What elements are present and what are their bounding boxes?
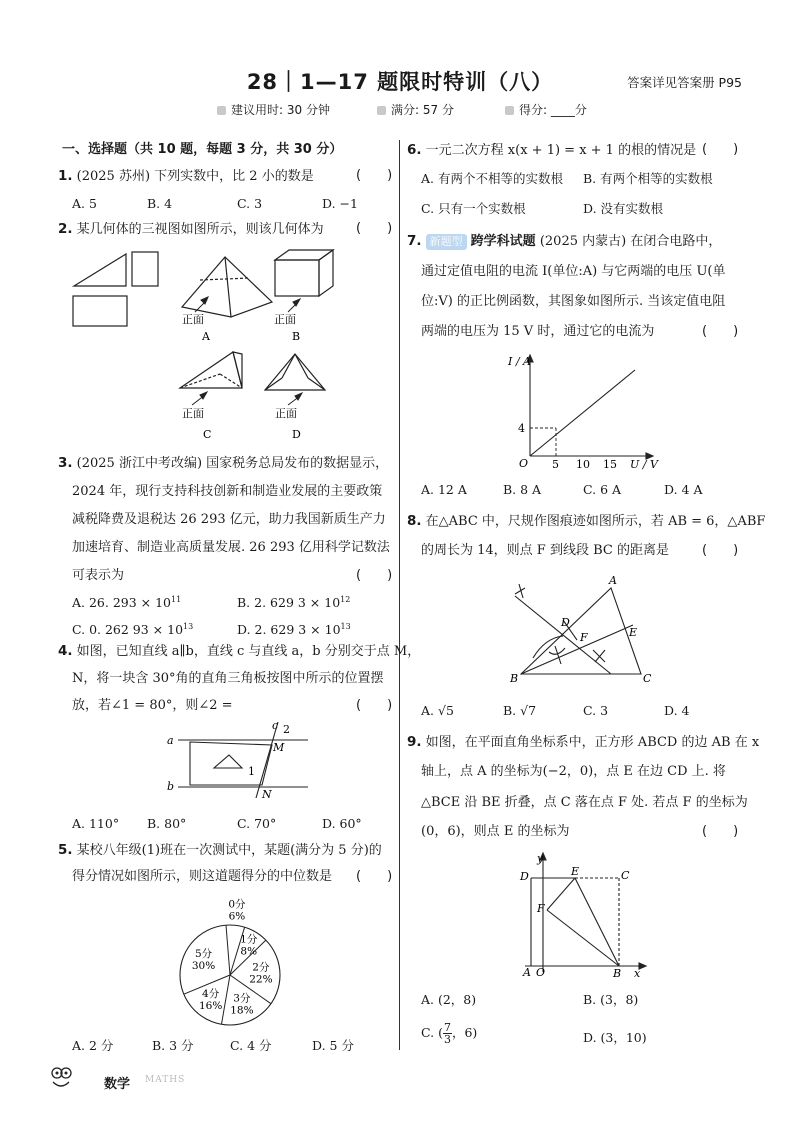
q9-option-b: B. (3，8)	[583, 992, 639, 1007]
q4-line-2: N，将一块含 30°角的直角三角板按图中所示的位置摆	[72, 671, 384, 686]
q9-line-2: 轴上，点 A 的坐标为(−2，0)，点 E 在边 CD 上. 将	[421, 764, 726, 779]
x-tick-5: 5	[552, 458, 559, 471]
q5-option-c: C. 4 分	[230, 1038, 272, 1053]
q6-text: 一元二次方程 x(x + 1) = x + 1 的根的情况是	[425, 143, 697, 158]
q9-option-a: A. (2，8)	[421, 992, 477, 1007]
clock-icon	[217, 106, 226, 115]
label-b: B	[613, 967, 622, 978]
question-8	[407, 513, 765, 530]
q4-option-b: B. 80°	[147, 816, 187, 831]
page-title: 28｜1—17 题限时特训（八）	[246, 70, 554, 94]
pie-slice-4	[221, 975, 230, 1024]
label-e: E	[629, 626, 638, 639]
q7-topic: 跨学科试题	[470, 234, 536, 249]
pie-percent-2: 22%	[249, 973, 273, 986]
q8-line-2: 的周长为 14，则点 F 到线段 BC 的距离是	[421, 543, 669, 558]
q3-a-exp: 11	[171, 595, 182, 604]
q3-c-text: C. 0. 262 93 × 10	[72, 622, 184, 638]
label-front-a: 正面	[182, 313, 204, 326]
q1-paren: ( )	[356, 168, 393, 183]
q3-b-text: B. 2. 629 3 × 10	[237, 595, 341, 611]
q2-number: 2.	[58, 221, 73, 237]
y-tick-4: 4	[518, 422, 525, 435]
x-tick-15: 15	[603, 458, 617, 471]
q7-line-2: 通过定值电阻的电流 I(单位:A) 与它两端的电压 U(单	[421, 264, 726, 279]
q4-figure	[160, 718, 310, 800]
q9-c-close: ，6)	[451, 1025, 478, 1040]
q8-number: 8.	[407, 513, 422, 529]
label-c: C	[643, 672, 652, 685]
q8-option-d: D. 4	[664, 703, 690, 718]
q5-option-b: B. 3 分	[152, 1038, 194, 1053]
q3-line-2: 2024 年，现行支持科技创新和制造业发展的主要政策	[72, 484, 383, 499]
q9-c-open: C. (	[421, 1025, 443, 1040]
footer-subject-en: MATHS	[145, 1075, 186, 1085]
q7-line-1: (2025 内蒙古) 在闭合电路中，	[539, 234, 722, 249]
q7-option-a: A. 12 A	[421, 482, 467, 497]
full-score	[377, 101, 454, 118]
axis-label-u: U / V	[630, 458, 658, 471]
q4-line-1: 如图，已知直线 a∥b，直线 c 与直线 a，b 分别交于点 M，	[76, 644, 421, 659]
pen-icon	[505, 106, 514, 115]
axis-label-i: I / A	[508, 355, 531, 368]
q7-option-c: C. 6 A	[583, 482, 622, 497]
q4-paren: ( )	[356, 698, 393, 713]
top-view-rect	[73, 296, 127, 326]
q3-option-b	[237, 592, 350, 610]
q8-line-1: 在△ABC 中，尺规作图痕迹如图所示，若 AB = 6，△ABF	[425, 514, 766, 529]
q8-option-b: B. √7	[503, 703, 537, 718]
q7-line-4: 两端的电压为 15 V 时，通过它的电流为	[421, 324, 655, 339]
question-3	[58, 455, 388, 472]
q6-option-c: C. 只有一个实数根	[421, 201, 526, 216]
q9-line-4: (0，6)，则点 E 的坐标为	[421, 824, 570, 839]
pie-chart	[170, 895, 290, 1030]
q8-figure	[505, 568, 665, 688]
footer-subject: 数学	[104, 1077, 131, 1092]
q9-option-d: D. (3，10)	[583, 1030, 647, 1045]
pie-percent-3: 18%	[230, 1004, 254, 1017]
q4-option-a: A. 110°	[72, 816, 120, 831]
time-label: 建议用时: 30 分钟	[231, 103, 330, 117]
q7-option-d: D. 4 A	[664, 482, 703, 497]
label-line-c: c	[272, 719, 279, 732]
label-x: x	[634, 967, 641, 978]
q1-option-b: B. 4	[147, 196, 173, 211]
question-4	[58, 643, 420, 660]
q3-paren: ( )	[356, 568, 393, 583]
question-5	[58, 842, 382, 859]
pie-category-0: 0分	[228, 898, 246, 911]
front-view-triangle	[74, 254, 126, 286]
label-point-n: N	[262, 788, 272, 800]
label-a: A	[202, 330, 210, 343]
frac-num: 7	[443, 1021, 451, 1034]
label-c: C	[621, 869, 630, 882]
q3-d-exp: 13	[340, 622, 351, 631]
question-6	[407, 142, 696, 159]
q3-option-d	[237, 619, 351, 637]
mascot-icon	[48, 1064, 74, 1090]
q5-number: 5.	[58, 842, 73, 858]
got-label: 得分: ____分	[519, 103, 587, 117]
pie-category-5: 5分	[194, 947, 213, 960]
pie-slice-0	[226, 925, 230, 975]
q6-option-b: B. 有两个相等的实数根	[583, 171, 713, 186]
q8-option-c: C. 3	[583, 703, 609, 718]
q3-c-exp: 13	[183, 622, 194, 631]
label-line-a: a	[167, 734, 174, 747]
q4-number: 4.	[58, 643, 73, 659]
q7-paren: ( )	[702, 324, 739, 339]
section-title: 一、选择题（共 10 题，每题 3 分，共 30 分）	[62, 142, 343, 157]
label-f: F	[537, 902, 545, 915]
label-a: A	[609, 574, 617, 587]
q9-line-1: 如图，在平面直角坐标系中，正方形 ABCD 的边 AB 在 x	[425, 735, 760, 750]
q2-paren: ( )	[356, 221, 393, 236]
q7-line-3: 位:V) 的正比例函数，其图象如图所示. 当该定值电阻	[421, 294, 726, 309]
label-b: B	[292, 330, 301, 343]
label-y: y	[537, 852, 544, 865]
q3-line-1: (2025 浙江中考改编) 国家税务总局发布的数据显示，	[76, 456, 389, 471]
pie-percent-0: 6%	[228, 910, 246, 923]
q7-number: 7.	[407, 233, 422, 249]
label-c: C	[203, 428, 212, 441]
q3-line-3: 减税降费及退税达 26 293 亿元，助力我国新质生产力	[72, 512, 386, 527]
q9-paren: ( )	[702, 824, 739, 839]
frac-den: 3	[443, 1033, 451, 1046]
label-a: A	[523, 966, 531, 978]
q3-d-text: D. 2. 629 3 × 10	[237, 622, 341, 638]
q4-option-d: D. 60°	[322, 816, 362, 831]
label-e: E	[571, 865, 580, 878]
question-2	[58, 221, 324, 238]
pie-percent-4: 16%	[198, 1000, 223, 1013]
side-view-rect	[132, 252, 158, 286]
pie-category-1: 1分	[240, 933, 258, 946]
q3-line-5: 可表示为	[72, 568, 125, 583]
q5-paren: ( )	[356, 869, 393, 884]
score-label: 满分: 57 分	[391, 103, 454, 117]
column-divider	[399, 140, 400, 1050]
q9-number: 9.	[407, 734, 422, 750]
q1-number: 1.	[58, 168, 73, 184]
q1-text: (2025 苏州) 下列实数中，比 2 小的数是	[76, 169, 314, 184]
label-d: D	[561, 616, 570, 629]
label-point-m: M	[273, 741, 285, 754]
label-front-c: 正面	[182, 407, 204, 420]
q1-option-a: A. 5	[72, 196, 97, 211]
label-angle-1: 1	[248, 765, 255, 778]
new-type-tag: 新题型	[426, 234, 467, 250]
proportional-line	[530, 370, 635, 456]
q6-option-a: A. 有两个不相等的实数根	[421, 171, 563, 186]
q4-option-c: C. 70°	[237, 816, 277, 831]
label-front-b: 正面	[274, 313, 296, 326]
q3-number: 3.	[58, 455, 73, 471]
q3-option-c	[72, 619, 193, 637]
q4-line-3: 放，若∠1 = 80°，则∠2 =	[72, 698, 233, 713]
q5-line-1: 某校八年级(1)班在一次测试中，某题(满分为 5 分)的	[76, 843, 382, 858]
label-d: D	[520, 870, 529, 883]
question-9	[407, 734, 759, 751]
suggested-time	[217, 101, 330, 118]
question-7	[407, 233, 721, 250]
q2-text: 某几何体的三视图如图所示，则该几何体为	[76, 222, 324, 237]
q1-option-d: D. −1	[322, 196, 358, 211]
pie-category-2: 2分	[252, 961, 270, 974]
q9-figure	[515, 850, 650, 978]
q5-option-a: A. 2 分	[72, 1038, 114, 1053]
q8-option-a: A. √5	[421, 703, 454, 718]
q3-b-exp: 12	[340, 595, 351, 604]
q5-option-d: D. 5 分	[312, 1038, 354, 1053]
q6-paren: ( )	[702, 142, 739, 157]
score-icon	[377, 106, 386, 115]
label-o: O	[536, 966, 546, 978]
q9-c-fraction	[443, 1022, 452, 1045]
label-f: F	[580, 631, 588, 644]
pie-category-4: 4分	[202, 988, 220, 1001]
pie-percent-5: 30%	[191, 959, 216, 972]
q9-option-c	[421, 1022, 477, 1045]
q3-a-text: A. 26. 293 × 10	[72, 595, 172, 611]
q1-option-c: C. 3	[237, 196, 263, 211]
label-front-d: 正面	[275, 407, 297, 420]
q7-graph	[500, 348, 670, 473]
obtained-score	[505, 101, 587, 118]
q5-line-2: 得分情况如图所示，则这道题得分的中位数是	[72, 869, 333, 884]
q3-line-4: 加速培育、制造业高质量发展. 26 293 亿用科学记数法	[72, 540, 390, 555]
label-angle-2: 2	[283, 723, 290, 736]
q8-paren: ( )	[702, 543, 739, 558]
pie-percent-1: 8%	[240, 945, 258, 958]
origin-label: O	[519, 457, 529, 470]
label-b: B	[510, 672, 519, 685]
answer-reference: 答案详见答案册 P95	[627, 75, 742, 90]
q2-figures	[60, 240, 360, 445]
q7-option-b: B. 8 A	[503, 482, 542, 497]
label-d: D	[292, 428, 301, 441]
pie-category-3: 3分	[233, 992, 251, 1005]
q9-line-3: △BCE 沿 BE 折叠，点 C 落在点 F 处. 若点 F 的坐标为	[421, 795, 748, 810]
q6-number: 6.	[407, 142, 422, 158]
x-tick-10: 10	[576, 458, 590, 471]
q3-option-a	[72, 592, 181, 610]
question-1	[58, 168, 314, 185]
label-line-b: b	[167, 780, 175, 793]
q6-option-d: D. 没有实数根	[583, 201, 664, 216]
